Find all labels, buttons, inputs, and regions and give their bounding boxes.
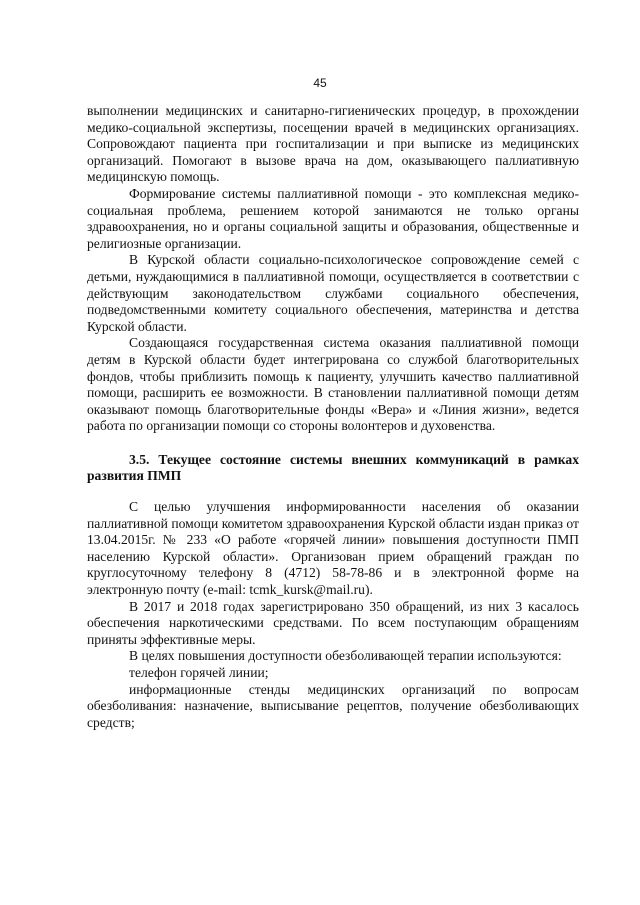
paragraph: В 2017 и 2018 годах зарегистрировано 350 обращений, из них 3 касалось обеспечения наркотическими средствами. По всем поступающим обращениям приняты эффективные меры. xyxy=(87,598,579,647)
paragraph: Формирование системы паллиативной помощи - это комплексная медико-социальная проблема, решением которой занимаются не только органы здравоохранения, но и органы социальной защиты и образования, общественные и религиозные организации. xyxy=(87,185,579,251)
page-number: 45 xyxy=(313,76,327,90)
section-heading: 3.5. Текущее состояние системы внешних коммуникаций в рамках развития ПМП xyxy=(87,451,579,484)
paragraph: выполнении медицинских и санитарно-гигиенических процедур, в прохождении медико-социальной экспертизы, посещении врачей в медицинских организациях. Сопровождают пациента при госпитализации и при выписке из медицинских организаций. Помогают в вызове врача на дом, оказывающего паллиативную медицинскую помощь. xyxy=(87,103,579,185)
paragraph: Создающаяся государственная система оказания паллиативной помощи детям в Курской области будет интегрирована со службой благотворительных фондов, чтобы приблизить помощь к пациенту, улучшить качество паллиативной помощи, расширить ее возможности. В становлении паллиативной помощи детям оказывают помощь благотворительные фонды «Вера» и «Линия жизни», ведется работа по организации помощи со стороны волонтеров и духовенства. xyxy=(87,335,579,434)
list-item: телефон горячей линии; xyxy=(129,665,269,680)
paragraph: В целях повышения доступности обезболивающей терапии используются: xyxy=(129,648,562,664)
body-text xyxy=(87,103,579,731)
paragraph: В Курской области социально-психологическое сопровождение семей с детьми, нуждающимися в паллиативной помощи, осуществляется в соответствии с действующим законодательством службами социального обеспечения, подведомственными комитету социального обеспечения, материнства и детства Курской области. xyxy=(87,252,579,334)
list-item: информационные стенды медицинских организаций по вопросам обезболивания: назначение, выписывание рецептов, получение обезболивающих средств; xyxy=(87,681,579,730)
paragraph: С целью улучшения информированности населения об оказании паллиативной помощи комитетом здравоохранения Курской области издан приказ от 13.04.2015г. № 233 «О работе «горячей линии» повышения доступности ПМП населению Курской области». Организован прием обращений граждан по круглосуточному телефону 8 (4712) 58-78-86 и в электронной форме на электронную почту (e-mail: tcmk_kursk@mail.ru). xyxy=(87,499,579,598)
